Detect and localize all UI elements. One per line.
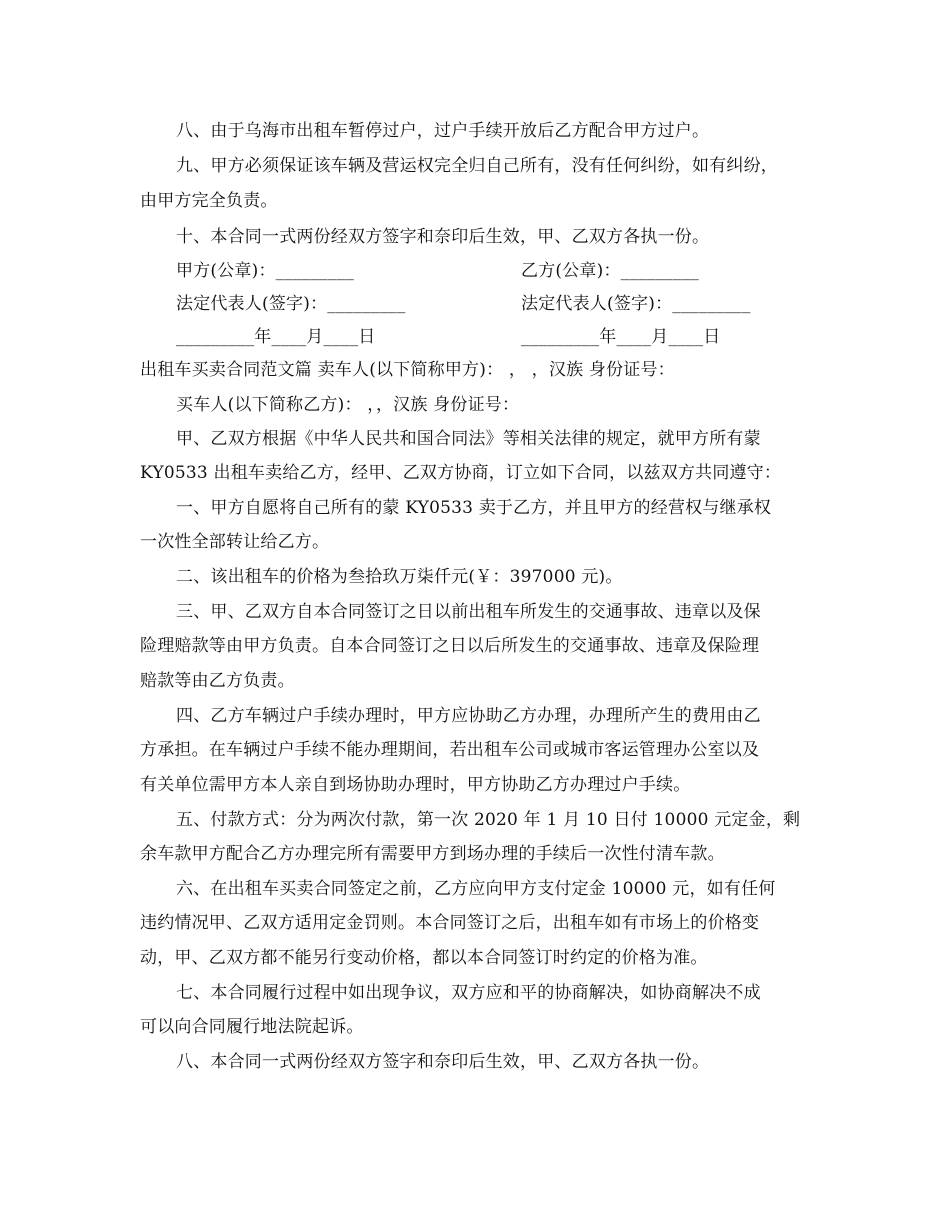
clause-three-line-1: 三、甲、乙双方自本合同签订之日以前出租车所发生的交通事故、违章以及保 [176,602,761,622]
clause-four-line-2: 方承担。在车辆过户手续不能办理期间，若出租车公司或城市客运管理办公室以及 [140,740,760,760]
party-a-seal-line: 甲方(公章)：_________ [176,261,354,281]
party-b-representative-line: 法定代表人(签字)：_________ [521,294,751,314]
party-a-date-line: _________年____月____日 [176,327,376,347]
contract-title-seller-line: 出租车买卖合同范文篇 卖车人(以下简称甲方)： ， ，汉族 身份证号： [140,360,675,380]
buyer-line: 买车人(以下简称乙方)： ，，汉族 身份证号： [176,395,520,415]
clause-three-line-3: 赔款等由乙方负责。 [140,671,295,691]
clause-nine-line-1: 九、甲方必须保证该车辆及营运权完全归自己所有，没有任何纠纷，如有纠纷， [176,156,778,176]
clause-two-line: 二、该出租车的价格为叁拾玖万柒仟元(￥：397000 元)。 [176,567,623,587]
clause-six-line-3: 动，甲、乙双方都不能另行变动价格，都以本合同签订时约定的价格为准。 [140,948,708,968]
party-b-date-line: _________年____月____日 [521,327,721,347]
clause-one-line-2: 一次性全部转让给乙方。 [140,532,330,552]
party-a-representative-line: 法定代表人(签字)：_________ [176,294,406,314]
clause-eight-final-line: 八、本合同一式两份经双方签字和奈印后生效，甲、乙双方各执一份。 [176,1052,710,1072]
clause-six-line-2: 违约情况甲、乙双方适用定金罚则。本合同签订之后，出租车如有市场上的价格变 [140,913,760,933]
clause-seven-line-2: 可以向合同履行地法院起诉。 [140,1017,364,1037]
clause-four-line-1: 四、乙方车辆过户手续办理时，甲方应协助乙方办理，办理所产生的费用由乙 [176,706,761,726]
clause-one-line-1: 一、甲方自愿将自己所有的蒙 KY0533 卖于乙方，并且甲方的经营权与继承权 [176,498,772,518]
clause-five-line-2: 余车款甲方配合乙方办理完所有需要甲方到场办理的手续后一次性付清车款。 [140,844,725,864]
clause-six-line-1: 六、在出租车买卖合同签定之前，乙方应向甲方支付定金 10000 元，如有任何 [176,879,776,899]
party-b-seal-line: 乙方(公章)：_________ [521,261,699,281]
clause-ten-line: 十、本合同一式两份经双方签字和奈印后生效，甲、乙双方各执一份。 [176,227,710,247]
clause-three-line-2: 险理赔款等由甲方负责。自本合同签订之日以后所发生的交通事故、违章及保险理 [140,636,760,656]
clause-seven-line-1: 七、本合同履行过程中如出现争议，双方应和平的协商解决，如协商解决不成 [176,983,761,1003]
clause-eight-line: 八、由于乌海市出租车暂停过户，过户手续开放后乙方配合甲方过户。 [176,121,710,141]
clause-four-line-3: 有关单位需甲方本人亲自到场协助办理时，甲方协助乙方办理过户手续。 [140,775,691,795]
clause-nine-line-2: 由甲方完全负责。 [140,191,278,211]
preamble-line-2: KY0533 出租车卖给乙方，经甲、乙双方协商，订立如下合同，以兹双方共同遵守： [140,463,782,483]
clause-five-line-1: 五、付款方式：分为两次付款，第一次 2020 年 1 月 10 日付 10000 元定金，剩 [176,810,801,830]
preamble-line-1: 甲、乙双方根据《中华人民共和国合同法》等相关法律的规定，就甲方所有蒙 [176,429,761,449]
